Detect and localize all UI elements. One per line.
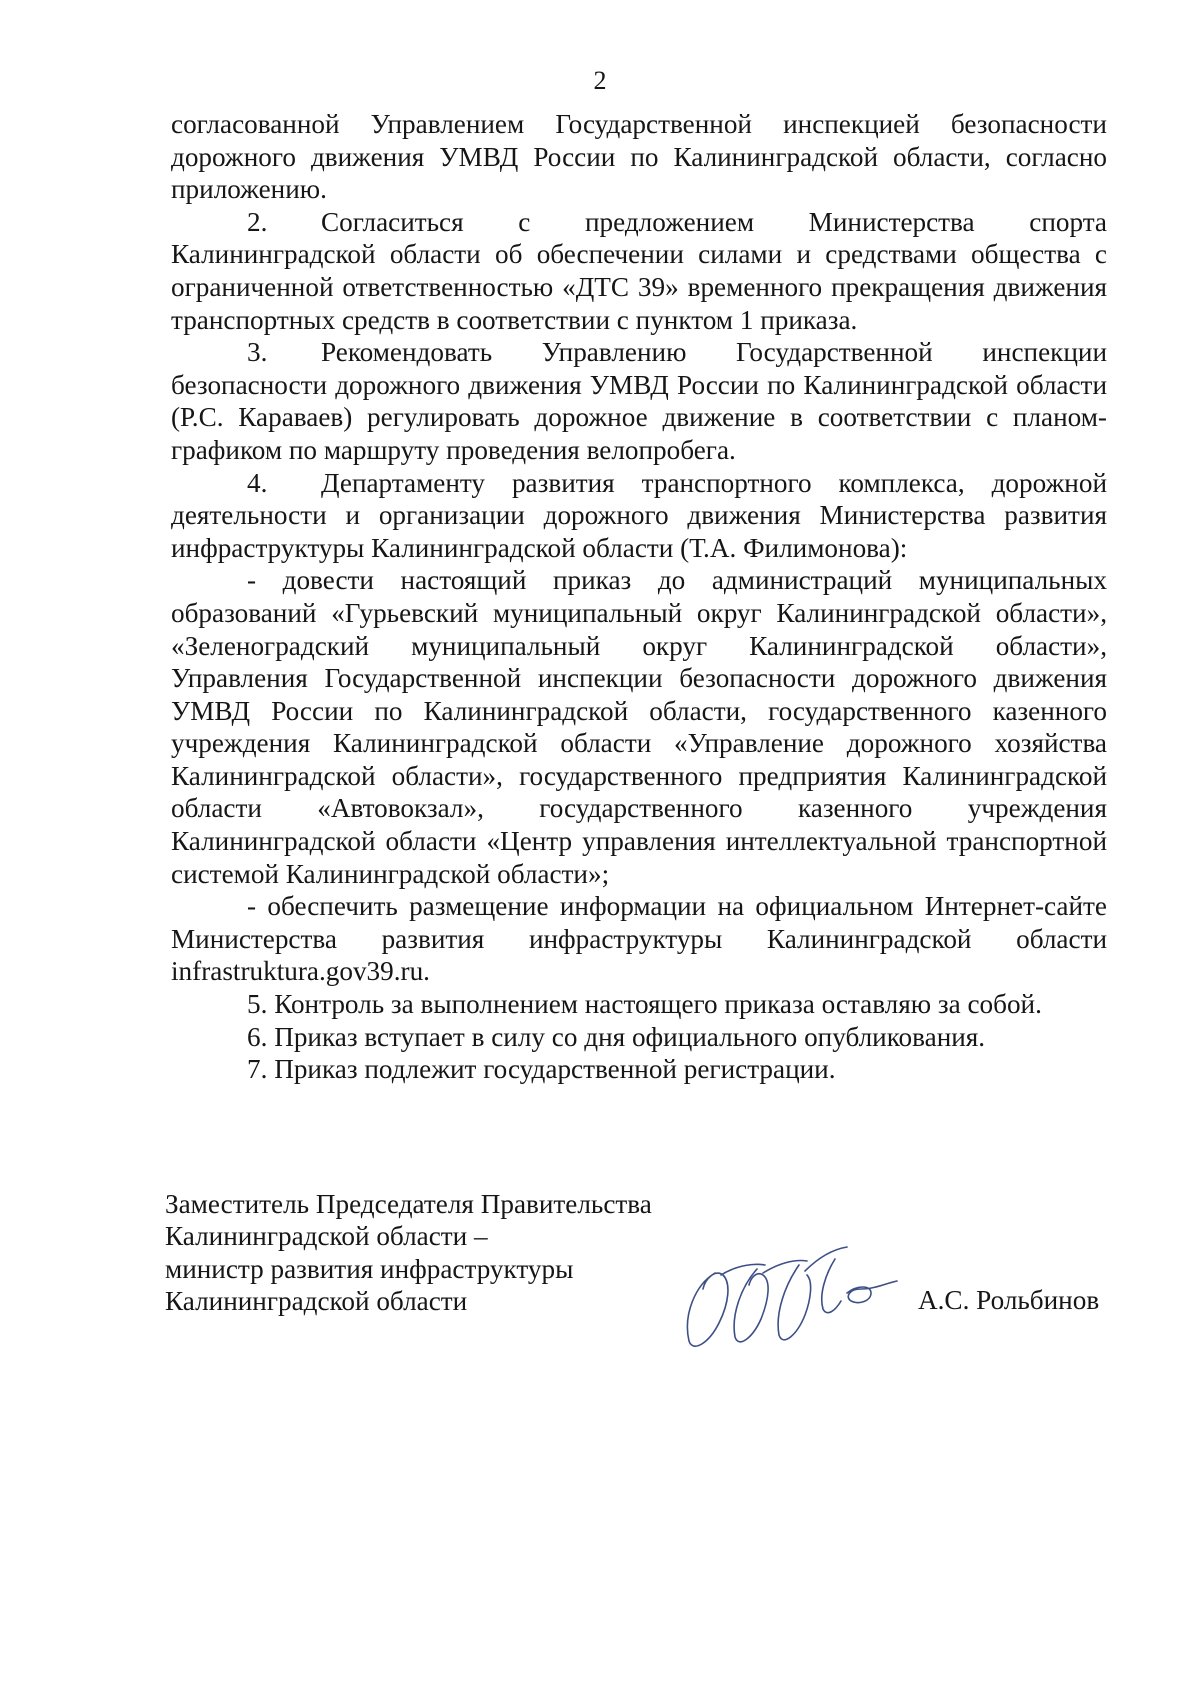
paragraph-4-item-2: - обеспечить размещение информации на официальном Интернет-сайте Министерства развития инфраструктуры Калининградской области infrastruktura.gov39.ru. [171,891,1107,987]
paragraph-2 [171,206,1107,336]
signer-name: А.С. Рольбинов [918,1285,1100,1315]
signatory-title-line-4: Калининградской области [165,1286,468,1317]
page-number: 2 [593,66,607,95]
signatory-title-line-3: министр развития инфраструктуры [165,1253,574,1284]
paragraph-7: 7. Приказ подлежит государственной регистрации. [247,1054,836,1085]
paragraph-4-text: Департаменту развития транспортного комплекса, дорожной деятельности и организации дорожного движения Министерства развития инфраструктуры Калининградской области (Т.А. Филимонова): [171,467,1107,563]
paragraph-3-text: Рекомендовать Управлению Государственной инспекции безопасности дорожного движения УМВД России по Калининградской области (Р.С. Караваев) регулировать дорожное движение в соответствии с планом-графиком по маршруту проведения велопробега. [171,337,1107,465]
paragraph-6: 6. Приказ вступает в силу со дня официального опубликования. [247,1021,986,1052]
paragraph-4-number: 4. [247,467,268,498]
paragraph-2-text: Согласиться с предложением Министерства спорта Калининградской области об обеспечении силами и средствами общества с ограниченной ответственностью «ДТС 39» временного прекращения движения транспортных средств в соответствии с пунктом 1 приказа. [171,206,1107,335]
signatory-title-line-1: Заместитель Председателя Правительства [165,1189,652,1219]
paragraph-3 [171,336,1107,466]
handwritten-signature [675,1245,905,1355]
paragraph-3-number: 3. [247,337,268,368]
document-body [171,108,1107,1086]
paragraph-4-item-1: - довести настоящий приказ до администраций муниципальных образований «Гурьевский муниципальный округ Калининградской области», «Зеленоградский муниципальный округ Калининградской области», Управления Государственной инспекции безопасности дорожного движения УМВД России по Калининградской области, государственного казенного учреждения Калининградской области «Управление дорожного хозяйства Калининградской области», государственного предприятия Калининградской области «Автовокзал», государственного казенного учреждения Калининградской области «Центр управления интеллектуальной транспортной системой Калининградской области»; [171,565,1107,889]
paragraph-2-number: 2. [247,206,268,237]
paragraph-5: 5. Контроль за выполнением настоящего приказа оставляю за собой. [247,989,1042,1020]
paragraph-4 [171,467,1107,565]
paragraph-intro: согласованной Управлением Государственной инспекцией безопасности дорожного движения УМВД России по Калининградской области, согласно приложению. [171,109,1107,205]
signatory-title-line-2: Калининградской области – [165,1221,488,1252]
